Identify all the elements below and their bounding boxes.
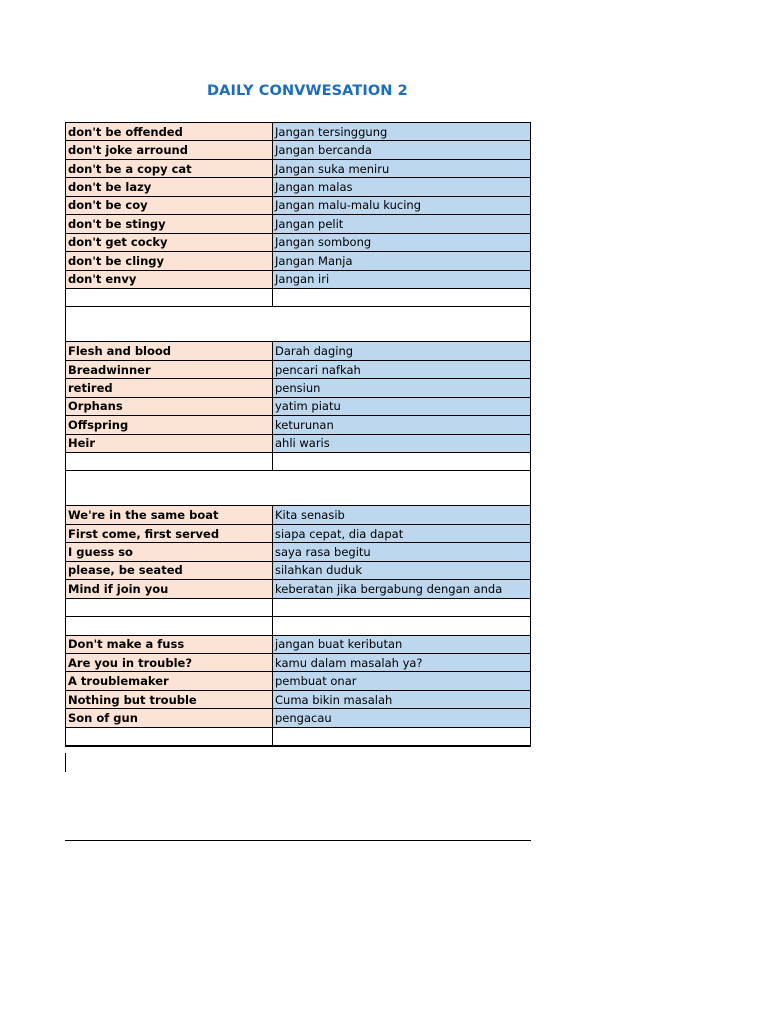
english-phrase-cell: retired — [66, 379, 273, 397]
english-phrase-cell: First come, first served — [66, 524, 273, 542]
table-empty-row — [66, 598, 531, 616]
table-empty-row — [66, 727, 531, 746]
indonesian-translation-cell: Darah daging — [273, 342, 531, 360]
english-phrase-cell: don't joke arround — [66, 141, 273, 159]
english-phrase-cell: don't be stingy — [66, 215, 273, 233]
indonesian-translation-cell: Jangan pelit — [273, 215, 531, 233]
indonesian-translation-cell: Jangan sombong — [273, 233, 531, 251]
english-phrase-cell: Flesh and blood — [66, 342, 273, 360]
english-phrase-cell: don't be coy — [66, 196, 273, 214]
english-phrase-cell: Nothing but trouble — [66, 690, 273, 708]
english-phrase-cell: Orphans — [66, 397, 273, 415]
table-row — [66, 141, 531, 159]
vocabulary-table — [65, 122, 531, 747]
english-phrase-cell: don't be a copy cat — [66, 159, 273, 177]
empty-cell — [66, 453, 273, 471]
table-row — [66, 252, 531, 270]
empty-cell — [273, 598, 531, 616]
empty-cell — [66, 288, 273, 306]
table-row — [66, 543, 531, 561]
indonesian-translation-cell: pensiun — [273, 379, 531, 397]
indonesian-translation-cell: Jangan bercanda — [273, 141, 531, 159]
empty-cell — [66, 727, 273, 746]
indonesian-translation-cell: keberatan jika bergabung dengan anda — [273, 580, 531, 598]
table-row — [66, 434, 531, 452]
table-spacer-row — [66, 307, 531, 342]
indonesian-translation-cell: siapa cepat, dia dapat — [273, 524, 531, 542]
empty-cell — [66, 598, 273, 616]
indonesian-translation-cell: kamu dalam masalah ya? — [273, 653, 531, 671]
table-row — [66, 196, 531, 214]
table-row — [66, 123, 531, 141]
table-row — [66, 270, 531, 288]
table-row — [66, 561, 531, 579]
empty-cell — [66, 617, 273, 635]
english-phrase-cell: Are you in trouble? — [66, 653, 273, 671]
indonesian-translation-cell: pembuat onar — [273, 672, 531, 690]
indonesian-translation-cell: Jangan malu-malu kucing — [273, 196, 531, 214]
english-phrase-cell: don't get cocky — [66, 233, 273, 251]
indonesian-translation-cell: jangan buat keributan — [273, 635, 531, 653]
english-phrase-cell: Mind if join you — [66, 580, 273, 598]
table-row — [66, 672, 531, 690]
indonesian-translation-cell: ahli waris — [273, 434, 531, 452]
table-row — [66, 580, 531, 598]
english-phrase-cell: I guess so — [66, 543, 273, 561]
vocabulary-table-body — [66, 123, 531, 747]
page-title: DAILY CONVWESATION 2 — [207, 83, 408, 99]
indonesian-translation-cell: Jangan suka meniru — [273, 159, 531, 177]
spacer-cell — [66, 307, 531, 342]
table-row — [66, 233, 531, 251]
table-row — [66, 506, 531, 524]
english-phrase-cell: don't be lazy — [66, 178, 273, 196]
empty-cell — [273, 288, 531, 306]
english-phrase-cell: A troublemaker — [66, 672, 273, 690]
indonesian-translation-cell: pengacau — [273, 709, 531, 727]
table-row — [66, 360, 531, 378]
table-row — [66, 709, 531, 727]
indonesian-translation-cell: saya rasa begitu — [273, 543, 531, 561]
table-row — [66, 342, 531, 360]
table-row — [66, 524, 531, 542]
table-row — [66, 416, 531, 434]
table-empty-row — [66, 288, 531, 306]
table-empty-row — [66, 617, 531, 635]
english-phrase-cell: Don't make a fuss — [66, 635, 273, 653]
english-phrase-cell: Son of gun — [66, 709, 273, 727]
spacer-cell — [66, 471, 531, 506]
english-phrase-cell: Breadwinner — [66, 360, 273, 378]
indonesian-translation-cell: yatim piatu — [273, 397, 531, 415]
table-row — [66, 159, 531, 177]
table-row — [66, 215, 531, 233]
indonesian-translation-cell: Jangan Manja — [273, 252, 531, 270]
table-row — [66, 653, 531, 671]
table-row — [66, 690, 531, 708]
empty-cell — [273, 727, 531, 746]
table-empty-row — [66, 453, 531, 471]
indonesian-translation-cell: Jangan tersinggung — [273, 123, 531, 141]
english-phrase-cell: please, be seated — [66, 561, 273, 579]
english-phrase-cell: We're in the same boat — [66, 506, 273, 524]
english-phrase-cell: don't be clingy — [66, 252, 273, 270]
indonesian-translation-cell: Jangan iri — [273, 270, 531, 288]
empty-cell — [273, 453, 531, 471]
english-phrase-cell: Offspring — [66, 416, 273, 434]
table-row — [66, 379, 531, 397]
table-spacer-row — [66, 471, 531, 506]
empty-cell — [273, 617, 531, 635]
footer-divider — [65, 840, 531, 841]
indonesian-translation-cell: pencari nafkah — [273, 360, 531, 378]
text-cursor — [65, 753, 66, 772]
table-row — [66, 635, 531, 653]
indonesian-translation-cell: Cuma bikin masalah — [273, 690, 531, 708]
english-phrase-cell: don't be offended — [66, 123, 273, 141]
indonesian-translation-cell: keturunan — [273, 416, 531, 434]
indonesian-translation-cell: Kita senasib — [273, 506, 531, 524]
english-phrase-cell: don't envy — [66, 270, 273, 288]
indonesian-translation-cell: silahkan duduk — [273, 561, 531, 579]
english-phrase-cell: Heir — [66, 434, 273, 452]
table-row — [66, 178, 531, 196]
table-row — [66, 397, 531, 415]
indonesian-translation-cell: Jangan malas — [273, 178, 531, 196]
